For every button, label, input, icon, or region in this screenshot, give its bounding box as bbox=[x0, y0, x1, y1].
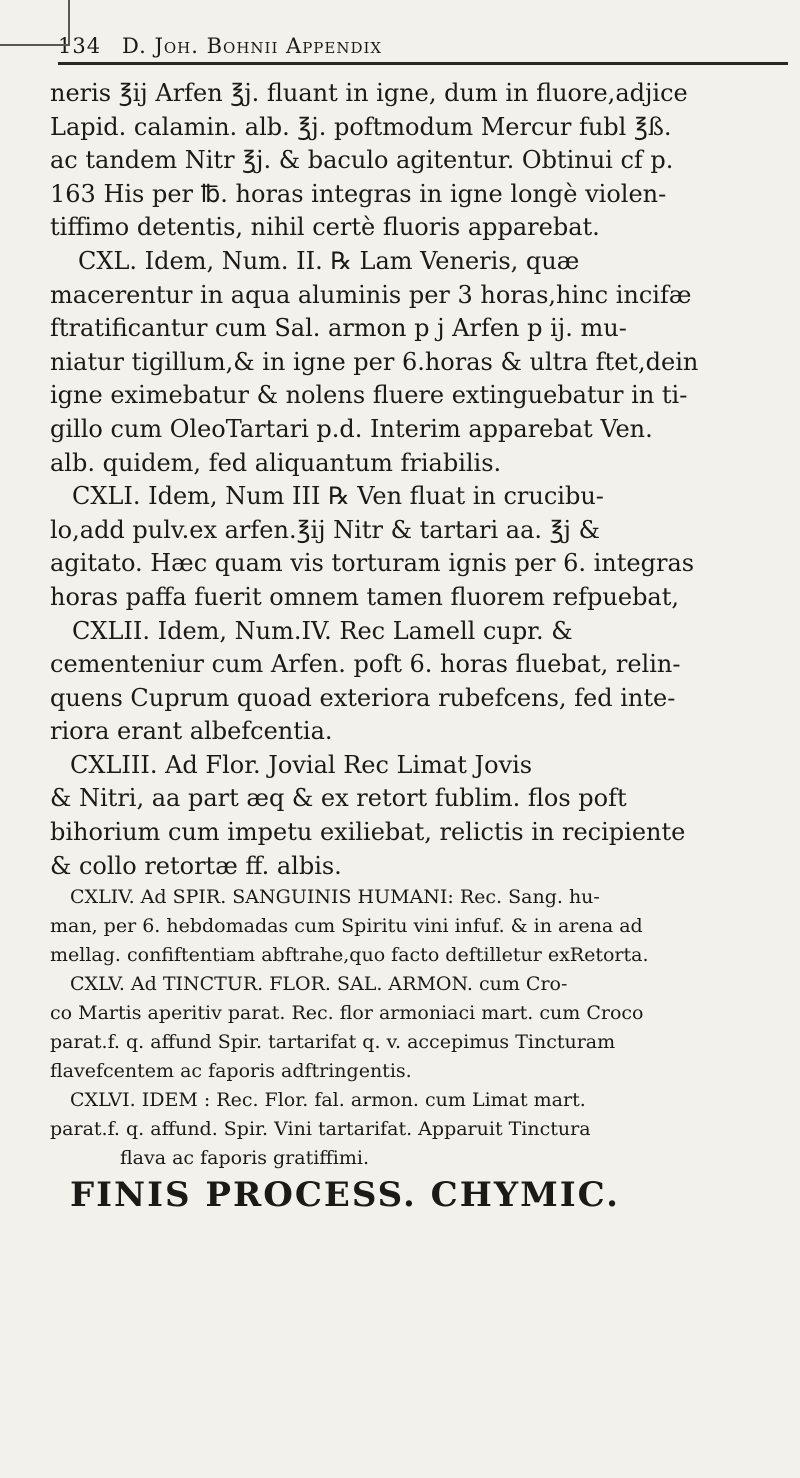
text-line: man, per 6. hebdomadas cum Spiritu vini infuf. & in arena ad bbox=[50, 915, 643, 938]
section-heading-cxlii: CXLII. Idem, Num.IV. Rec Lamell cupr. & bbox=[72, 616, 573, 645]
body-text bbox=[50, 77, 792, 1217]
text-line: flava ac faporis gratiffimi. bbox=[120, 1147, 370, 1170]
text-line: neris ℥ij Arfen ℥j. fluant in igne, dum in fluore,adjice bbox=[50, 79, 688, 107]
text-line: parat.f. q. affund. Spir. Vini tartarifat. Apparuit Tinctura bbox=[50, 1118, 591, 1141]
text-line: parat.f. q. affund Spir. tartarifat q. v. accepimus Tincturam bbox=[50, 1031, 616, 1054]
text-line: horas paffa fuerit omnem tamen fluorem refpuebat, bbox=[50, 582, 680, 611]
page-header bbox=[58, 34, 788, 65]
text-line: lo,add pulv.ex arfen.℥ij Nitr & tartari aa. ℥j & bbox=[50, 515, 600, 544]
section-heading-cxliii: CXLIII. Ad Flor. Jovial Rec Limat Jovis bbox=[70, 750, 533, 779]
text-line: ftratificantur cum Sal. armon p j Arfen p ij. mu- bbox=[50, 314, 627, 343]
section-heading-cxliv: CXLIV. Ad SPIR. SANGUINIS HUMANI: Rec. Sang. hu- bbox=[70, 886, 600, 909]
text-line: bihorium cum impetu exiliebat, relictis in recipiente bbox=[50, 818, 686, 847]
text-line: cementeniur cum Arfen. poft 6. horas fluebat, relin- bbox=[50, 650, 681, 679]
text-line: & Nitri, aa part æq & ex retort fublim. flos poft bbox=[50, 784, 627, 813]
text-line: gillo cum OleoTartari p.d. Interim apparebat Ven. bbox=[50, 414, 653, 443]
page-number: 134 bbox=[58, 34, 102, 58]
running-title: D. Joh. Bohnii Appendix bbox=[122, 34, 383, 58]
finis-line: FINIS PROCESS. CHYMIC. bbox=[70, 1175, 620, 1216]
text-line: alb. quidem, fed aliquantum friabilis. bbox=[50, 448, 502, 477]
section-heading-cxlv: CXLV. Ad TINCTUR. FLOR. SAL. ARMON. cum Cro- bbox=[70, 973, 568, 996]
text-line: agitato. Hæc quam vis torturam ignis per 6. integras bbox=[50, 549, 695, 578]
section-heading-cxl: CXL. Idem, Num. II. ℞ Lam Veneris, quæ bbox=[78, 246, 580, 275]
text-line: igne eximebatur & nolens fluere extinguebatur in ti- bbox=[50, 381, 688, 410]
text-line: & collo retortæ ff. albis. bbox=[50, 851, 342, 880]
section-heading-cxli: CXLI. Idem, Num III ℞ Ven fluat in crucibu- bbox=[72, 482, 604, 511]
text-line: macerentur in aqua aluminis per 3 horas,hinc incifæ bbox=[50, 280, 692, 309]
section-heading-cxlvi: CXLVI. IDEM : Rec. Flor. fal. armon. cum Limat mart. bbox=[70, 1089, 586, 1112]
text-line: quens Cuprum quoad exteriora rubefcens, fed inte- bbox=[50, 683, 676, 712]
text-line: niatur tigillum,& in igne per 6.horas & ultra ftet,dein bbox=[50, 347, 699, 376]
text-line: tiffimo detentis, nihil certè fluoris apparebat. bbox=[50, 213, 600, 242]
text-line: flavefcentem ac faporis adftringentis. bbox=[50, 1060, 412, 1083]
text-line: co Martis aperitiv parat. Rec. flor armoniaci mart. cum Croco bbox=[50, 1002, 644, 1025]
library-stamp bbox=[0, 0, 70, 46]
text-line: 163 His per ℔. horas integras in igne longè violen- bbox=[50, 179, 667, 208]
text-line: riora erant albefcentia. bbox=[50, 717, 333, 746]
text-line: Lapid. calamin. alb. ℥j. poftmodum Mercur fubl ℥ß. bbox=[50, 112, 672, 141]
text-line: mellag. confiftentiam abftrahe,quo facto deftilletur exRetorta. bbox=[50, 944, 649, 967]
text-line: ac tandem Nitr ℥j. & baculo agitentur. Obtinui cf p. bbox=[50, 146, 674, 175]
